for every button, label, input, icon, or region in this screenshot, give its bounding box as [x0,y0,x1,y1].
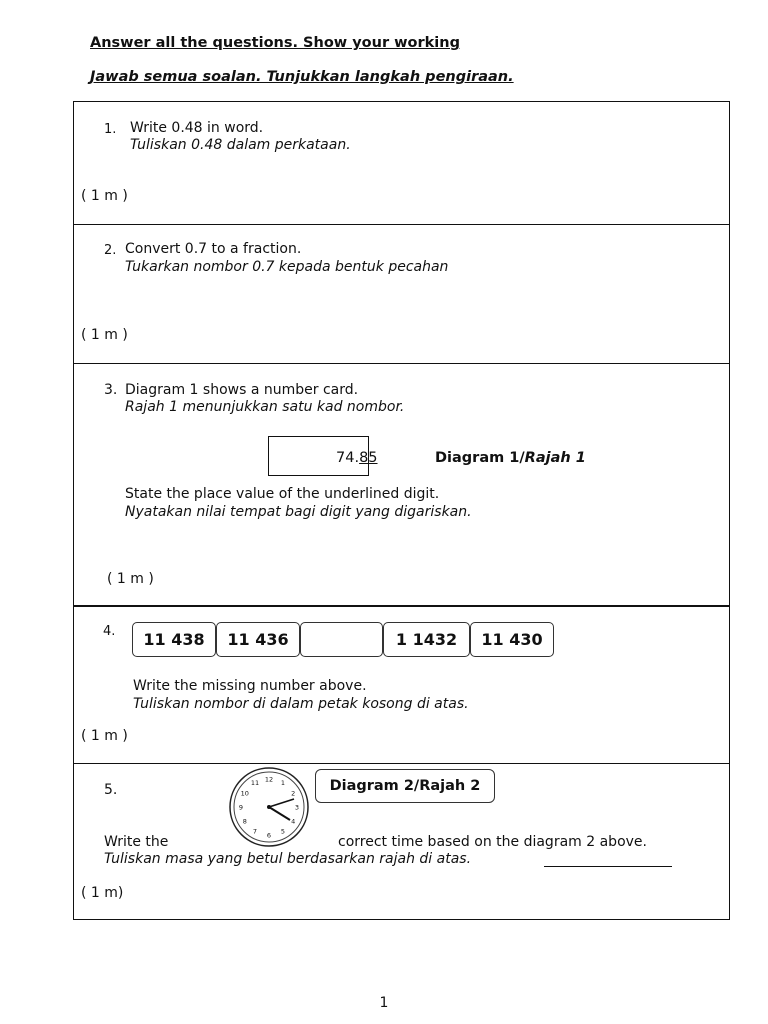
question-2 [74,224,729,364]
marks-label: ( 1 m) [81,885,124,901]
clock-numeral: 3 [294,803,300,812]
marks-label: ( 1 m ) [81,728,128,744]
question-text-en: Diagram 1 shows a number card. [125,382,359,398]
clock-numeral: 8 [242,817,247,826]
sequence-box-2: 11 436 [216,622,300,657]
marks-label: ( 1 m ) [107,571,154,587]
question-text-en: Convert 0.7 to a fraction. [125,241,302,257]
question-text-ms: Tuliskan masa yang betul berdasarkan rajah di atas. [104,851,472,867]
clock-numeral: 2 [291,789,296,798]
clock-numeral: 5 [280,827,286,836]
clock-numeral: 6 [266,831,272,840]
question-text-ms: Rajah 1 menunjukkan satu kad nombor. [125,399,405,415]
question-4 [74,606,729,764]
clock-numeral: 12 [264,775,274,784]
clock-diagram [228,766,310,848]
state-text-ms: Nyatakan nilai tempat bagi digit yang digariskan. [125,504,472,520]
question-text-ms: Tukarkan nombor 0.7 kepada bentuk pecahan [125,259,449,275]
question-text-ms: Tuliskan 0.48 dalam perkataan. [130,137,351,153]
question-text-ms: Tuliskan nombor di dalam petak kosong di atas. [133,696,469,712]
clock-numeral: 4 [291,817,296,826]
clock-numeral: 9 [238,803,244,812]
instruction-malay: Jawab semua soalan. Tunjukkan langkah pengiraan. [90,69,514,85]
clock-numeral: 1 [280,779,286,788]
marks-label: ( 1 m ) [81,188,128,204]
sequence-box-4: 1 1432 [383,622,470,657]
diagram-1-label: Diagram 1/Rajah 1 [435,450,586,466]
question-3 [74,363,729,607]
marks-label: ( 1 m ) [81,327,128,343]
clock-numeral: 10 [240,789,249,798]
number-card-value: 74.85 [336,450,378,466]
question-text-en: Write the missing number above. [133,678,367,694]
answer-line[interactable] [544,866,672,867]
clock-numeral: 11 [250,779,260,788]
question-1 [74,102,729,225]
question-text-en-start: Write the [104,834,169,850]
question-number: 2. [104,243,117,258]
question-text-en: Write 0.48 in word. [130,120,264,136]
diagram-2-label: Diagram 2/Rajah 2 [315,769,495,803]
sequence-box-1: 11 438 [132,622,216,657]
sequence-box-missing[interactable] [300,622,383,657]
underlined-digits: 85 [359,450,378,466]
instruction-english: Answer all the questions. Show your working [90,35,460,51]
clock-numeral: 7 [252,827,258,836]
question-number: 3. [104,382,118,398]
question-5 [74,764,729,920]
sequence-box-5: 11 430 [470,622,554,657]
page-number: 1 [379,995,389,1011]
question-number: 5. [104,782,118,798]
state-text-en: State the place value of the underlined digit. [125,486,440,502]
question-number: 4. [103,624,116,639]
question-table [73,101,730,920]
question-number: 1. [104,122,117,137]
clock-center [267,805,271,809]
question-text-en-end: correct time based on the diagram 2 above. [338,834,647,850]
